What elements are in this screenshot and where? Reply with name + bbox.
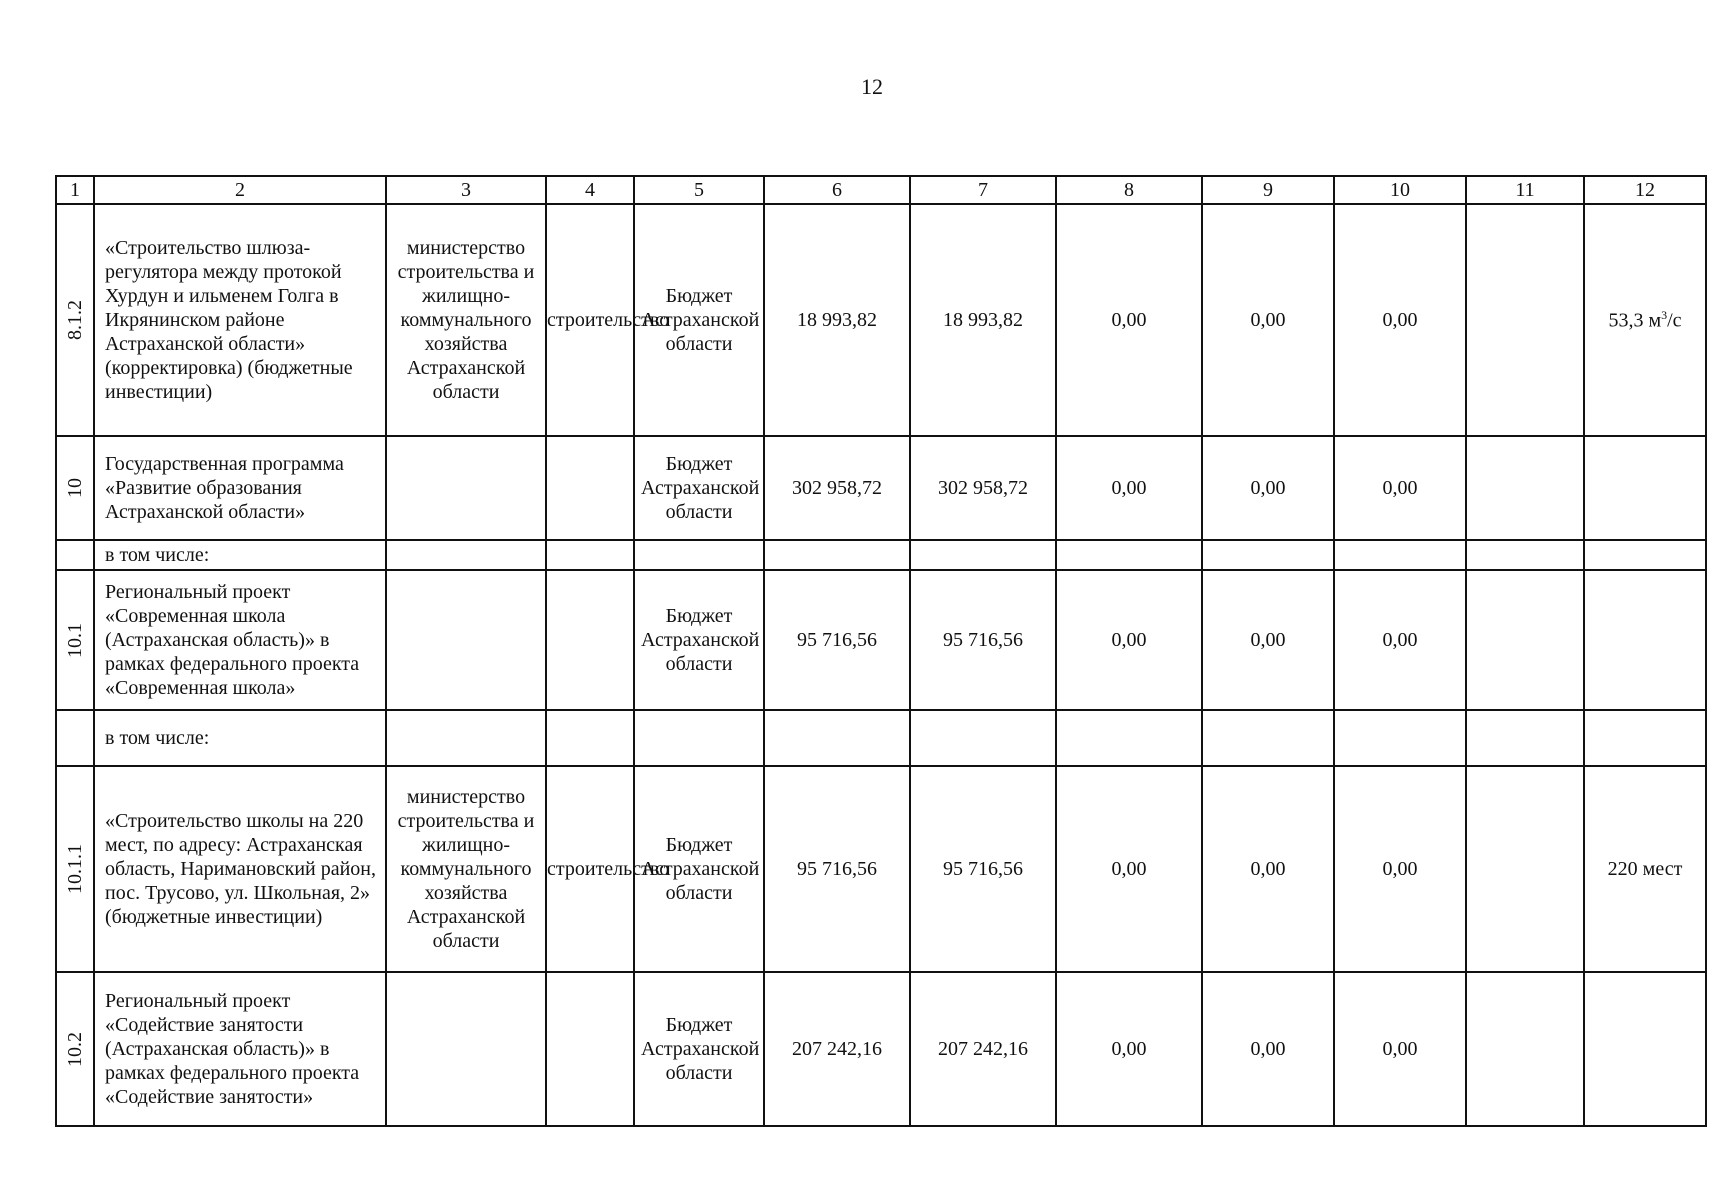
value-col9: 0,00 <box>1202 436 1334 540</box>
funding-source: Бюджет Астраханской области <box>634 570 764 710</box>
value-col6: 207 242,16 <box>764 972 910 1126</box>
column-header: 1 <box>56 176 94 204</box>
value-col12 <box>1584 570 1706 710</box>
value-col7: 18 993,82 <box>910 204 1056 436</box>
activity-type <box>546 436 634 540</box>
column-header: 8 <box>1056 176 1202 204</box>
value-col6: 95 716,56 <box>764 570 910 710</box>
empty-cell <box>56 540 94 570</box>
row-index: 10.2 <box>64 1031 86 1067</box>
row-index-cell <box>56 436 94 540</box>
project-name: «Строительство шлюза-регулятора между протокой Хурдун и ильменем Голга в Икрянинском районе Астраханской области» (корректировка) (бюджетные инвестиции) <box>94 204 386 436</box>
value-col9: 0,00 <box>1202 204 1334 436</box>
value-col9: 0,00 <box>1202 570 1334 710</box>
column-header: 3 <box>386 176 546 204</box>
empty-cell <box>634 710 764 766</box>
funding-source: Бюджет Астраханской области <box>634 766 764 972</box>
activity-type <box>546 972 634 1126</box>
column-header: 9 <box>1202 176 1334 204</box>
row-index: 10 <box>64 478 86 498</box>
value-col10: 0,00 <box>1334 972 1466 1126</box>
value-col12 <box>1584 436 1706 540</box>
value-col10: 0,00 <box>1334 570 1466 710</box>
activity-type <box>546 570 634 710</box>
value-col12 <box>1584 972 1706 1126</box>
empty-cell <box>910 540 1056 570</box>
row-index-cell <box>56 204 94 436</box>
value-col7: 207 242,16 <box>910 972 1056 1126</box>
empty-cell <box>634 540 764 570</box>
empty-cell <box>764 710 910 766</box>
activity-type: строительство <box>546 766 634 972</box>
empty-cell <box>56 710 94 766</box>
empty-cell <box>386 540 546 570</box>
value-col7: 95 716,56 <box>910 766 1056 972</box>
value-col8: 0,00 <box>1056 972 1202 1126</box>
funding-source: Бюджет Астраханской области <box>634 436 764 540</box>
funding-source: Бюджет Астраханской области <box>634 972 764 1126</box>
value-col10: 0,00 <box>1334 766 1466 972</box>
empty-cell <box>1056 540 1202 570</box>
capacity-cell: 220 мест <box>1584 766 1706 972</box>
column-header: 11 <box>1466 176 1584 204</box>
table-row <box>56 204 1706 436</box>
empty-cell <box>1584 540 1706 570</box>
empty-cell <box>1466 710 1584 766</box>
empty-cell <box>1334 710 1466 766</box>
row-index: 10.1 <box>64 622 86 658</box>
value-col11 <box>1466 766 1584 972</box>
empty-cell <box>546 710 634 766</box>
page-number: 12 <box>861 74 883 99</box>
column-header: 6 <box>764 176 910 204</box>
capacity-superscript: 3 <box>1661 307 1668 322</box>
responsible-agency: министерство строительства и жилищно-коммунального хозяйства Астраханской области <box>386 766 546 972</box>
value-col10: 0,00 <box>1334 436 1466 540</box>
row-index-cell <box>56 972 94 1126</box>
column-header: 10 <box>1334 176 1466 204</box>
investment-table-container <box>55 175 1707 1127</box>
responsible-agency <box>386 436 546 540</box>
responsible-agency <box>386 570 546 710</box>
value-col11 <box>1466 204 1584 436</box>
project-name: Региональный проект «Содействие занятости (Астраханская область)» в рамках федерального проекта «Содействие занятости» <box>94 972 386 1126</box>
value-col6: 18 993,82 <box>764 204 910 436</box>
empty-cell <box>764 540 910 570</box>
project-name: Государственная программа «Развитие образования Астраханской области» <box>94 436 386 540</box>
table-row <box>56 436 1706 540</box>
value-col6: 302 958,72 <box>764 436 910 540</box>
column-header: 2 <box>94 176 386 204</box>
value-col8: 0,00 <box>1056 436 1202 540</box>
column-header: 12 <box>1584 176 1706 204</box>
value-col9: 0,00 <box>1202 766 1334 972</box>
including-label: в том числе: <box>94 710 386 766</box>
investment-table <box>55 175 1707 1127</box>
subtotal-label-row <box>56 540 1706 570</box>
responsible-agency <box>386 972 546 1126</box>
value-col11 <box>1466 570 1584 710</box>
value-col8: 0,00 <box>1056 204 1202 436</box>
responsible-agency: министерство строительства и жилищно-коммунального хозяйства Астраханской области <box>386 204 546 436</box>
project-name: «Строительство школы на 220 мест, по адресу: Астраханская область, Наримановский район, пос. Трусово, ул. Школьная, 2» (бюджетные инвестиции) <box>94 766 386 972</box>
project-name: Региональный проект «Современная школа (Астраханская область)» в рамках федерального проекта «Современная школа» <box>94 570 386 710</box>
column-header: 5 <box>634 176 764 204</box>
table-row <box>56 570 1706 710</box>
including-label: в том числе: <box>94 540 386 570</box>
table-row <box>56 972 1706 1126</box>
activity-type: строительство <box>546 204 634 436</box>
value-col10: 0,00 <box>1334 204 1466 436</box>
column-header: 4 <box>546 176 634 204</box>
empty-cell <box>1584 710 1706 766</box>
value-col7: 302 958,72 <box>910 436 1056 540</box>
value-col8: 0,00 <box>1056 570 1202 710</box>
value-col7: 95 716,56 <box>910 570 1056 710</box>
value-col11 <box>1466 972 1584 1126</box>
empty-cell <box>1334 540 1466 570</box>
row-index: 8.1.2 <box>64 300 86 340</box>
value-col8: 0,00 <box>1056 766 1202 972</box>
capacity-unit: /с <box>1667 309 1682 332</box>
row-index-cell <box>56 570 94 710</box>
value-col11 <box>1466 436 1584 540</box>
empty-cell <box>1202 710 1334 766</box>
empty-cell <box>546 540 634 570</box>
column-number-row <box>56 176 1706 204</box>
value-col6: 95 716,56 <box>764 766 910 972</box>
funding-source: Бюджет Астраханской области <box>634 204 764 436</box>
capacity-value: 53,3 м <box>1608 309 1662 332</box>
row-index-cell <box>56 766 94 972</box>
empty-cell <box>910 710 1056 766</box>
value-col9: 0,00 <box>1202 972 1334 1126</box>
empty-cell <box>386 710 546 766</box>
empty-cell <box>1466 540 1584 570</box>
subtotal-label-row <box>56 710 1706 766</box>
capacity-cell <box>1584 204 1706 436</box>
column-header: 7 <box>910 176 1056 204</box>
empty-cell <box>1202 540 1334 570</box>
table-row <box>56 766 1706 972</box>
empty-cell <box>1056 710 1202 766</box>
row-index: 10.1.1 <box>64 844 86 894</box>
